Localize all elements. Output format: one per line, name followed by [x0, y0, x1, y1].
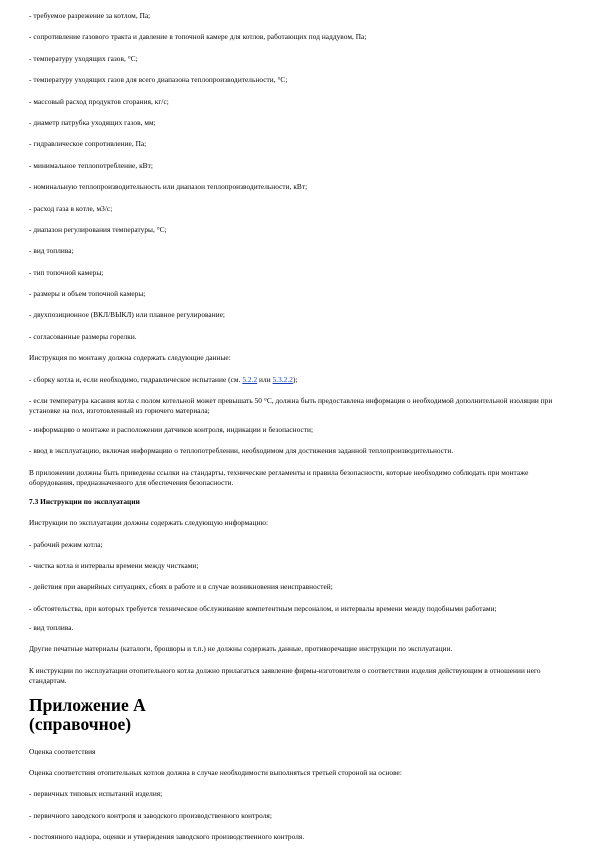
mount-item-suffix: ); [292, 374, 298, 384]
mount-note: В приложении должны быть приведены ссылки на стандарты, технические регламенты и правила безопасности, которые необходимо соблюдать при монтаже оборудования, предназначенного для обеспечения безопасности. [29, 467, 529, 487]
list-item: - номинальную теплопроизводительность или диапазон теплопроизводительности, кВт; [29, 182, 308, 192]
list-item: - температуру уходящих газов, °С; [29, 53, 138, 63]
list-item: - сопротивление газового тракта и давление в топочной камере для котлов, работающих под наддувом, Па; [29, 32, 367, 42]
parameter-list [29, 11, 569, 342]
mount-item-prefix: - сборку котла и, если необходимо, гидравлическое испытание (см. [29, 374, 243, 384]
list-item: - действия при аварийных ситуациях, сбоях в работе и в случае возникновения неисправностей; [29, 582, 333, 592]
list-item: - первичного заводского контроля и заводского производственного контроля; [29, 810, 272, 820]
appendix-title-line2: (справочное) [29, 714, 132, 735]
list-item: - массовый расход продуктов сгорания, кг/с; [29, 96, 169, 106]
list-item: - информацию о монтаже и расположении датчиков контроля, индикации и безопасности; [29, 425, 314, 435]
oper-intro: Инструкции по эксплуатации должны содержать следующую информацию: [29, 518, 269, 528]
oper-note: К инструкции по эксплуатации отопительного котла должно прилагаться заявление фирмы-изготовителя о соответствии изделия действующим в отношении него стандартам. [29, 665, 541, 685]
list-item: - согласованные размеры горелки. [29, 331, 137, 341]
appendix-title-line1: Приложение А [29, 694, 146, 715]
list-item: - рабочий режим котла; [29, 539, 103, 549]
list-item: - ввод в эксплуатацию, включая информацию о теплопотреблении, необходимом для достижения заданной теплопроизводительности. [29, 446, 454, 456]
mount-intro: Инструкция по монтажу должна содержать следующие данные: [29, 353, 231, 363]
list-item [29, 375, 569, 385]
link-5-2-2[interactable]: 5.2.2 [242, 374, 258, 384]
list-item: - диаметр патрубка уходящих газов, мм; [29, 117, 156, 127]
mount-item-mid: или [257, 374, 273, 384]
appendix-intro: Оценка соответствия отопительных котлов должна в случае необходимости выполняться третьей стороной на основе: [29, 767, 402, 777]
list-item: - температуру уходящих газов для всего диапазона теплопроизводительности, °С; [29, 75, 288, 85]
list-item: - расход газа в котле, м3/с; [29, 203, 113, 213]
list-item: - тип топочной камеры; [29, 267, 104, 277]
list-item: - вид топлива; [29, 246, 74, 256]
link-5-3-2-2[interactable]: 5.3.2.2 [272, 374, 293, 384]
list-item: - минимальное теплопотребление, кВт; [29, 160, 153, 170]
list-item: - вид топлива. [29, 622, 74, 632]
list-item: - постоянного надзора, оценки и утверждения заводского производственного контроля. [29, 832, 305, 842]
appendix-subtitle: Оценка соответствия [29, 746, 96, 756]
appendix-a [29, 696, 569, 843]
section-heading: 7.3 Инструкции по эксплуатации [29, 496, 140, 506]
oper-note: Другие печатные материалы (каталоги, брошюры и т.п.) не должны содержать данные, противоречащие инструкции по эксплуатации. [29, 644, 453, 654]
list-item: - чистка котла и интервалы времени между чистками; [29, 560, 199, 570]
list-item: - диапазон регулирования температуры, °С; [29, 224, 167, 234]
list-item: - двухпозиционное (ВКЛ/ВЫКЛ) или плавное регулирование; [29, 310, 225, 320]
list-item: - гидравлическое сопротивление, Па; [29, 139, 147, 149]
document-page [29, 11, 569, 854]
list-item: - если температура касания котла с полом котельной может превышать 50 °С, должна быть предоставлена информация о необходимой дополнительной изоляции при установке на пол, изготовленный из горючего материала; [29, 396, 553, 416]
appendix-title [29, 696, 569, 735]
mounting-instructions [29, 353, 569, 488]
operating-instructions [29, 497, 569, 686]
list-item: - обстоятельства, при которых требуется техническое обслуживание компетентным персоналом, и интервалы времени между подобными работами; [29, 603, 497, 613]
list-item: - размеры и объем топочной камеры; [29, 289, 146, 299]
list-item: - требуемое разрежение за котлом, Па; [29, 11, 151, 20]
list-item: - первичных типовых испытаний изделия; [29, 789, 163, 799]
